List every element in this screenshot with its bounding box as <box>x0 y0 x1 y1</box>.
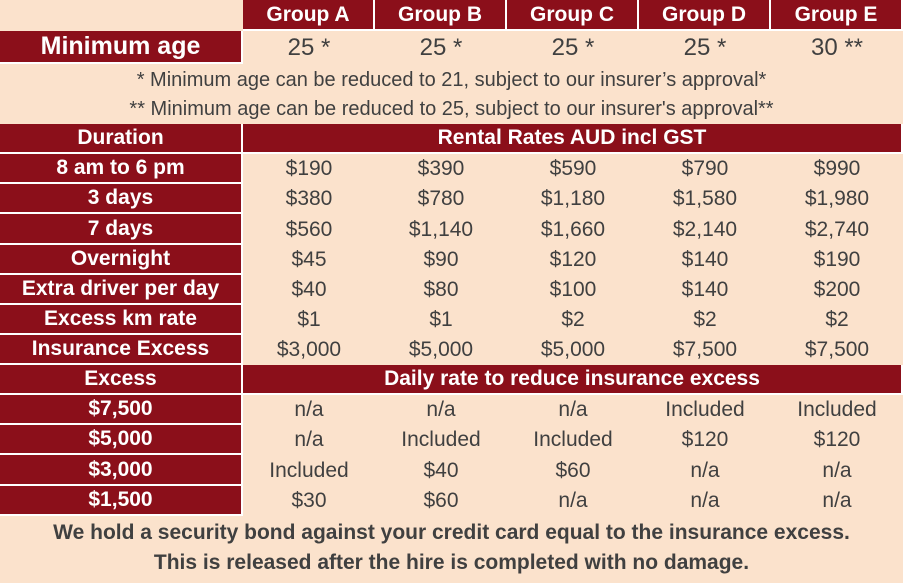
minimum-age-label: Minimum age <box>0 31 243 64</box>
rate-value: $1 <box>429 308 453 331</box>
minimum-age-value: 25 * <box>287 33 331 61</box>
rate-value: $7,500 <box>672 338 738 361</box>
rate-value: $790 <box>681 157 729 180</box>
rate-value: $1,140 <box>408 217 474 241</box>
rate-value: $120 <box>549 248 597 271</box>
rate-row-label: 3 days <box>0 184 243 214</box>
rate-value: $1 <box>297 308 321 331</box>
rate-value: $190 <box>813 248 861 271</box>
minimum-age-value: 25 * <box>683 33 727 61</box>
rate-value: $100 <box>549 278 597 301</box>
rate-value: $45 <box>291 248 327 271</box>
rate-row-label: 7 days <box>0 214 243 245</box>
rate-value: $190 <box>285 157 333 180</box>
rate-value: $1,180 <box>540 187 606 210</box>
rate-value: $780 <box>417 187 465 210</box>
age-note: ** Minimum age can be reduced to 25, subject to our insurer's approval** <box>129 98 774 120</box>
excess-value: n/a <box>426 398 456 421</box>
minimum-age-value: 30 ** <box>810 33 864 61</box>
rate-row-label: Insurance Excess <box>0 335 243 365</box>
excess-value: n/a <box>690 489 720 512</box>
rate-value: $3,000 <box>276 338 342 361</box>
excess-value: $120 <box>813 428 861 451</box>
excess-value: Included <box>533 428 613 451</box>
excess-value: $30 <box>291 489 327 512</box>
group-header: Group C <box>507 0 639 31</box>
group-header: Group D <box>639 0 771 31</box>
rate-value: $140 <box>681 278 729 301</box>
rate-value: $2,740 <box>804 217 870 241</box>
rate-row-label: Excess km rate <box>0 305 243 335</box>
rate-value: $5,000 <box>540 338 606 361</box>
age-note: * Minimum age can be reduced to 21, subject to our insurer’s approval* <box>136 68 767 91</box>
excess-value: Included <box>269 458 349 482</box>
corner-blank <box>0 0 243 31</box>
bond-note: This is released after the hire is completed with no damage. <box>153 551 750 574</box>
rental-rates-header: Rental Rates AUD incl GST <box>243 124 903 154</box>
rate-value: $5,000 <box>408 338 474 361</box>
rate-row-label: 8 am to 6 pm <box>0 154 243 184</box>
excess-value: Included <box>401 428 481 451</box>
excess-value: n/a <box>558 398 588 421</box>
rate-value: $200 <box>813 278 861 301</box>
bond-note: We hold a security bond against your credit card equal to the insurance excess. <box>53 520 850 544</box>
excess-value: $120 <box>681 428 729 451</box>
excess-row-label: $5,000 <box>0 425 243 455</box>
rate-value: $90 <box>423 248 459 271</box>
excess-value: n/a <box>558 489 588 512</box>
excess-header: Excess <box>0 365 243 395</box>
rate-value: $2,140 <box>672 217 738 241</box>
excess-value: n/a <box>822 489 852 512</box>
minimum-age-value: 25 * <box>551 33 595 61</box>
rate-value: $1,580 <box>672 187 738 210</box>
rate-value: $2 <box>561 308 585 331</box>
excess-value: $40 <box>423 458 459 482</box>
excess-row-label: $1,500 <box>0 486 243 516</box>
rate-value: $40 <box>291 278 327 301</box>
rate-value: $140 <box>681 248 729 271</box>
excess-value: n/a <box>294 398 324 421</box>
rate-value: $390 <box>417 157 465 180</box>
group-header: Group E <box>771 0 903 31</box>
excess-value: n/a <box>294 428 324 451</box>
rate-value: $1,660 <box>540 217 606 241</box>
excess-value: Included <box>797 398 877 421</box>
rate-value: $590 <box>549 157 597 180</box>
rate-value: $380 <box>285 187 333 210</box>
group-header: Group A <box>243 0 375 31</box>
rate-value: $990 <box>813 157 861 180</box>
rate-value: $1,980 <box>804 187 870 210</box>
excess-row-label: $3,000 <box>0 455 243 486</box>
excess-row-label: $7,500 <box>0 395 243 425</box>
minimum-age-value: 25 * <box>419 33 463 61</box>
excess-value: $60 <box>423 489 459 512</box>
rate-value: $7,500 <box>804 338 870 361</box>
rate-value: $2 <box>693 308 717 331</box>
rate-value: $560 <box>285 217 333 241</box>
excess-value: Included <box>665 398 745 421</box>
rate-row-label: Extra driver per day <box>0 275 243 305</box>
duration-header: Duration <box>0 124 243 154</box>
rate-value: $80 <box>423 278 459 301</box>
group-header: Group B <box>375 0 507 31</box>
rate-row-label: Overnight <box>0 245 243 275</box>
rate-value: $2 <box>825 308 849 331</box>
excess-value: n/a <box>822 458 852 482</box>
excess-value: $60 <box>555 458 591 482</box>
excess-rate-header: Daily rate to reduce insurance excess <box>243 365 903 395</box>
excess-value: n/a <box>690 458 720 482</box>
